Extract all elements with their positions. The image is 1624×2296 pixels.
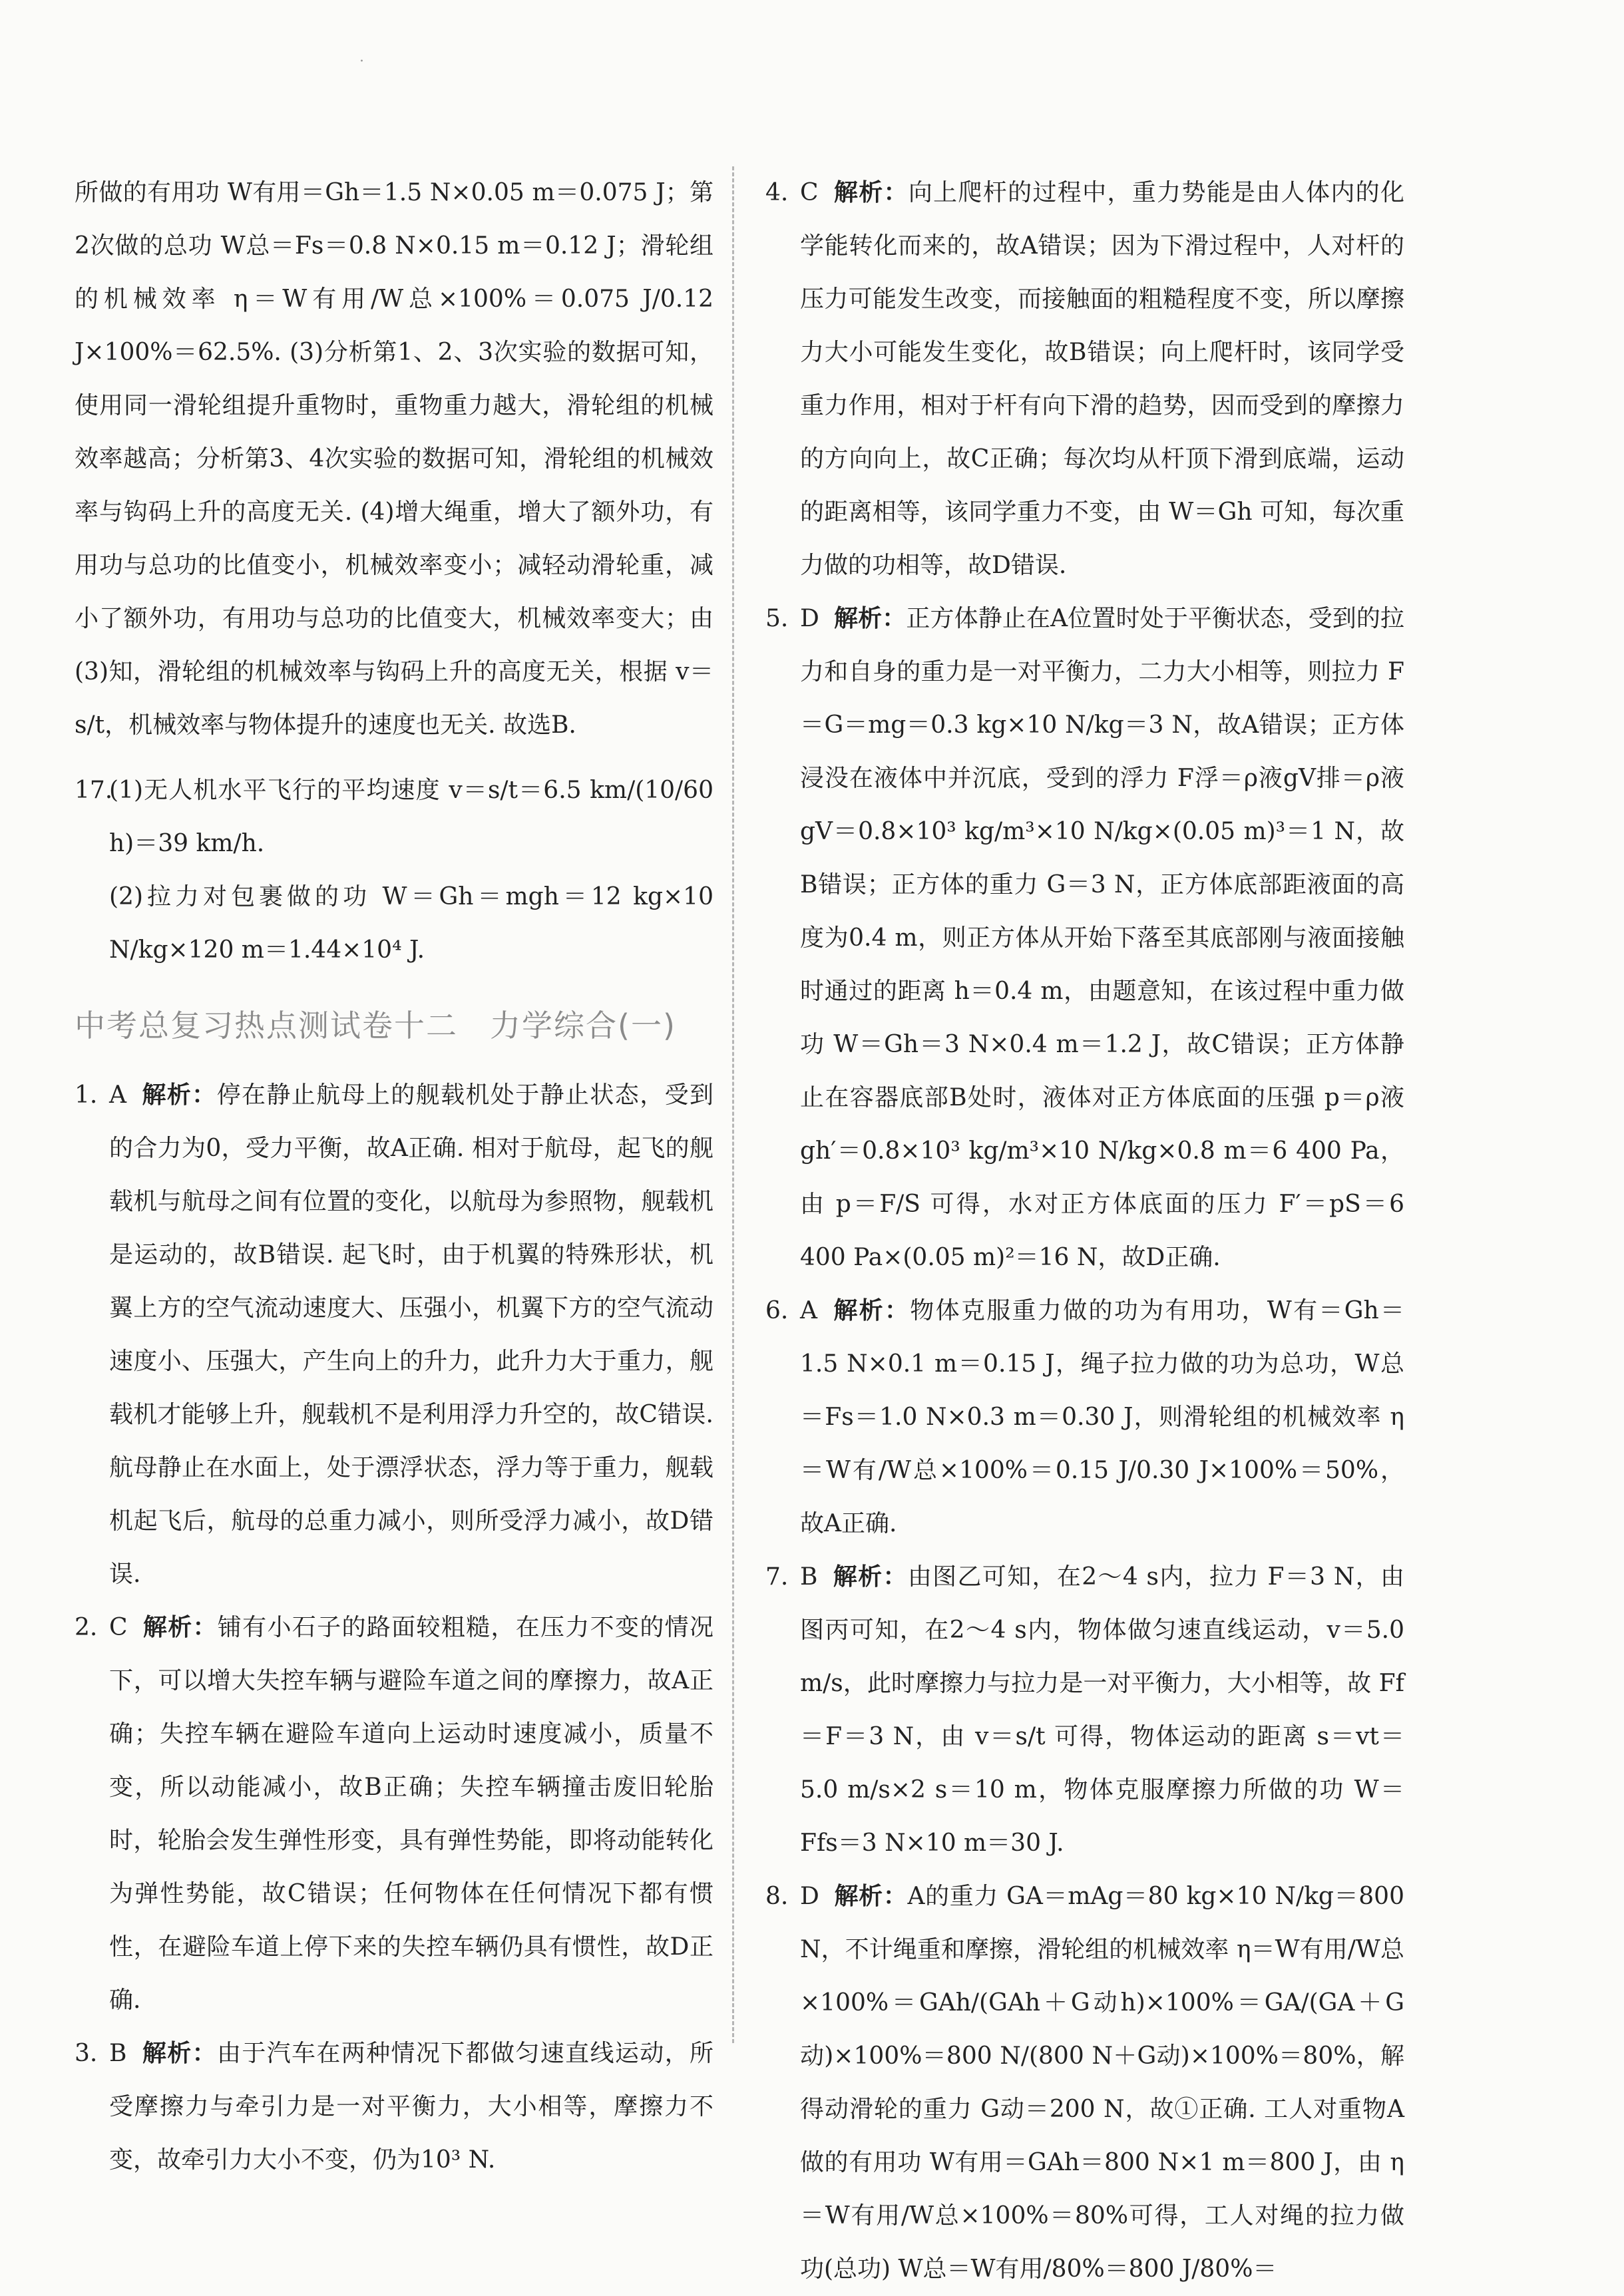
answer-item: 4. C 解析：向上爬杆的过程中，重力势能是由人体内的化学能转化而来的，故A错误；因为下滑过程中，人对杆的压力可能发生改变，而接触面的粗糙程度不变，所以摩擦力大小可能发生变化，故B错误；向上爬杆时，该同学受重力作用，相对于杆有向下滑的趋势，因而受到的摩擦力的方向向上，故C正确；每次均从杆顶下滑到底端，运动的距离相等，该同学重力不变，由 W＝Gh 可知，每次重力做的功相等，故D错误. [765, 179, 1404, 579]
analysis-text: A的重力 GA＝mAg＝80 kg×10 N/kg＝800 N，不计绳重和摩擦，滑轮组的机械效率 η＝W有用/W总×100%＝GAh/(GAh＋G动h)×100%＝GA/(GA＋G动)×100%＝800 N/(800 N＋G动)×100%＝80%，解得动滑轮的重力 G动＝200 N，故①正确. 工人对重物A做的有用功 W有用＝GAh＝800 N×1 m＝800 J，由 η＝W有用/W总×100%＝80%可得，工人对绳的拉力做功(总功) W总＝W有用/80%＝800 J/80%＝ [800, 1883, 1405, 2283]
column-divider [732, 166, 734, 2043]
analysis-tag: 解析： [141, 1081, 217, 1109]
answer-letter: D [800, 605, 819, 632]
q17-part1: (1)无人机水平飞行的平均速度 v＝s/t＝6.5 km/(10/60 h)＝39 km/h. [109, 777, 713, 857]
binding-edge-marks [0, 173, 27, 616]
answer-item: 8. D 解析：A的重力 GA＝mAg＝80 kg×10 N/kg＝800 N，不计绳重和摩擦，滑轮组的机械效率 η＝W有用/W总×100%＝GAh/(GAh＋G动h)×100%＝GA/(GA＋G动)×100%＝800 N/(800 N＋G动)×100%＝80%，解得动滑轮的重力 G动＝200 N，故①正确. 工人对重物A做的有用功 W有用＝GAh＝800 N×1 m＝800 J，由 η＝W有用/W总×100%＝80%可得，工人对绳的拉力做功(总功) W总＝W有用/80%＝800 J/80%＝ [765, 1883, 1405, 2283]
analysis-tag: 解析： [141, 2040, 217, 2067]
answer-item: 6. A 解析：物体克服重力做的功为有用功，W有＝Gh＝1.5 N×0.1 m＝0.15 J，绳子拉力做的功为总功，W总＝Fs＝1.0 N×0.3 m＝0.30 J，则滑轮组的机械效率 η＝W有/W总×100%＝0.15 J/0.30 J×100%＝50%，故A正确. [765, 1297, 1404, 1537]
analysis-text: 停在静止航母上的舰载机处于静止状态，受到的合力为0，受力平衡，故A正确. 相对于航母，起飞的舰载机与航母之间有位置的变化，以航母为参照物，舰载机是运动的，故B错误. 起飞时，由于机翼的特殊形状，机翼上方的空气流动速度大、压强小，机翼下方的空气流动速度小、压强大，产生向上的升力，此升力大于重力，舰载机才能够上升，舰载机不是利用浮力升空的，故C错误. 航母静止在水面上，处于漂浮状态，浮力等于重力，舰载机起飞后，航母的总重力减小，则所受浮力减小，故D错误. [109, 1081, 713, 1588]
answer-letter: B [800, 1563, 818, 1591]
answer-letter: A [109, 1081, 126, 1109]
answer-item: 3. B 解析：由于汽车在两种情况下都做匀速直线运动，所受摩擦力与牵引力是一对平衡力，大小相等，摩擦力不变，故牵引力大小不变，仍为10³ N. [75, 2040, 713, 2174]
analysis-text: 正方体静止在A位置时处于平衡状态，受到的拉力和自身的重力是一对平衡力，二力大小相等，则拉力 F＝G＝mg＝0.3 kg×10 N/kg＝3 N，故A错误；正方体浸没在液体中并沉底，受到的浮力 F浮＝ρ液gV排＝ρ液gV＝0.8×10³ kg/m³×10 N/kg×(0.05 m)³＝1 N，故B错误；正方体的重力 G＝3 N，正方体底部距液面的高度为0.4 m，则正方体从开始下落至其底部刚与液面接触时通过的距离 h＝0.4 m，由题意知，在该过程中重力做功 W＝Gh＝3 N×0.4 m＝1.2 J，故C错误；正方体静止在容器底部B处时，液体对正方体底面的压强 p＝ρ液gh′＝0.8×10³ kg/m³×10 N/kg×0.8 m＝6 400 Pa，由 p＝F/S 可得，水对正方体底面的压力 F′＝pS＝6 400 Pa×(0.05 m)²＝16 N，故D正确. [800, 605, 1404, 1271]
answer-item: 2. C 解析：铺有小石子的路面较粗糙，在压力不变的情况下，可以增大失控车辆与避险车道之间的摩擦力，故A正确；失控车辆在避险车道向上运动时速度减小，质量不变，所以动能减小，故B正确；失控车辆撞击废旧轮胎时，轮胎会发生弹性形变，具有弹性势能，即将动能转化为弹性势能，故C错误；任何物体在任何情况下都有惯性，在避险车道上停下来的失控车辆仍具有惯性，故D正确. [75, 1614, 713, 2014]
analysis-text: 由于汽车在两种情况下都做匀速直线运动，所受摩擦力与牵引力是一对平衡力，大小相等，摩擦力不变，故牵引力大小不变，仍为10³ N. [109, 2040, 713, 2174]
answer-letter: B [109, 2040, 127, 2067]
answer-item: 1. A 解析：停在静止航母上的舰载机处于静止状态，受到的合力为0，受力平衡，故A正确. 相对于航母，起飞的舰载机与航母之间有位置的变化，以航母为参照物，舰载机是运动的，故B错误. 起飞时，由于机翼的特殊形状，机翼上方的空气流动速度大、压强小，机翼下方的空气流动速度小、压强大，产生向上的升力，此升力大于重力，舰载机才能够上升，舰载机不是利用浮力升空的，故C错误. 航母静止在水面上，处于漂浮状态，浮力等于重力，舰载机起飞后，航母的总重力减小，则所受浮力减小，故D错误. [75, 1081, 713, 1588]
answer-letter: C [109, 1614, 128, 1641]
analysis-tag: 解析： [142, 1614, 218, 1641]
q17-part2: (2)拉力对包裹做的功 W＝Gh＝mgh＝12 kg×10 N/kg×120 m＝1.44×10⁴ J. [109, 883, 713, 964]
scan-dot: · [359, 53, 364, 70]
analysis-text: 向上爬杆的过程中，重力势能是由人体内的化学能转化而来的，故A错误；因为下滑过程中，人对杆的压力可能发生改变，而接触面的粗糙程度不变，所以摩擦力大小可能发生变化，故B错误；向上爬杆时，该同学受重力作用，相对于杆有向下滑的趋势，因而受到的摩擦力的方向向上，故C正确；每次均从杆顶下滑到底端，运动的距离相等，该同学重力不变，由 W＝Gh 可知，每次重力做的功相等，故D错误. [800, 179, 1404, 579]
analysis-text: 由图乙可知，在2～4 s内，拉力 F＝3 N，由图丙可知，在2～4 s内，物体做匀速直线运动，v＝5.0 m/s，此时摩擦力与拉力是一对平衡力，大小相等，故 Ff＝F＝3 N，由 v＝s/t 可得，物体运动的距离 s＝vt＝5.0 m/s×2 s＝10 m，物体克服摩擦力所做的功 W＝Ffs＝3 N×10 m＝30 J. [800, 1563, 1404, 1857]
answer-item: 5. D 解析：正方体静止在A位置时处于平衡状态，受到的拉力和自身的重力是一对平衡力，二力大小相等，则拉力 F＝G＝mg＝0.3 kg×10 N/kg＝3 N，故A错误；正方体浸没在液体中并沉底，受到的浮力 F浮＝ρ液gV排＝ρ液gV＝0.8×10³ kg/m³×10 N/kg×(0.05 m)³＝1 N，故B错误；正方体的重力 G＝3 N，正方体底部距液面的高度为0.4 m，则正方体从开始下落至其底部刚与液面接触时通过的距离 h＝0.4 m，由题意知，在该过程中重力做功 W＝Gh＝3 N×0.4 m＝1.2 J，故C错误；正方体静止在容器底部B处时，液体对正方体底面的压强 p＝ρ液gh′＝0.8×10³ kg/m³×10 N/kg×0.8 m＝6 400 Pa，由 p＝F/S 可得，水对正方体底面的压力 F′＝pS＝6 400 Pa×(0.05 m)²＝16 N，故D正确. [765, 605, 1404, 1271]
analysis-tag: 解析： [832, 1297, 911, 1324]
analysis-text: 铺有小石子的路面较粗糙，在压力不变的情况下，可以增大失控车辆与避险车道之间的摩擦力，故A正确；失控车辆在避险车道向上运动时速度减小，质量不变，所以动能减小，故B正确；失控车辆撞击废旧轮胎时，轮胎会发生弹性形变，具有弹性势能，即将动能转化为弹性势能，故C错误；任何物体在任何情况下都有惯性，在避险车道上停下来的失控车辆仍具有惯性，故D正确. [109, 1614, 713, 2014]
q17 [75, 764, 713, 870]
answer-letter: C [800, 179, 819, 206]
answer-item: 7. B 解析：由图乙可知，在2～4 s内，拉力 F＝3 N，由图丙可知，在2～4 s内，物体做匀速直线运动，v＝5.0 m/s，此时摩擦力与拉力是一对平衡力，大小相等，故 Ff＝F＝3 N，由 v＝s/t 可得，物体运动的距离 s＝vt＝5.0 m/s×2 s＝10 m，物体克服摩擦力所做的功 W＝Ffs＝3 N×10 m＝30 J. [765, 1563, 1404, 1857]
item-number: 17. [75, 777, 113, 804]
analysis-tag: 解析： [833, 1883, 908, 1910]
left-column [75, 166, 713, 2187]
answer-letter: D [800, 1883, 819, 1910]
analysis-tag: 解析： [833, 179, 909, 206]
section-title: 中考总复习热点测试卷十二 力学综合(一) [75, 1008, 676, 1044]
q16-continuation: 所做的有用功 W有用＝Gh＝1.5 N×0.05 m＝0.075 J；第2次做的总功 W总＝Fs＝0.8 N×0.15 m＝0.12 J；滑轮组的机械效率 η＝W有用/W总×100%＝0.075 J/0.12 J×100%＝62.5%. (3)分析第1、2、3次实验的数据可知，使用同一滑轮组提升重物时，重物重力越大，滑轮组的机械效率越高；分析第3、4次实验的数据可知，滑轮组的机械效率与钩码上升的高度无关. (4)增大绳重，增大了额外功，有用功与总功的比值变小，机械效率变小；减轻动滑轮重，减小了额外功，有用功与总功的比值变大，机械效率变大；由(3)知，滑轮组的机械效率与钩码上升的高度无关，根据 v＝s/t，机械效率与物体提升的速度也无关. 故选B. [75, 179, 713, 739]
right-column [765, 166, 1404, 2296]
answer-letter: A [800, 1297, 817, 1324]
analysis-tag: 解析： [832, 1563, 908, 1591]
analysis-tag: 解析： [833, 605, 907, 632]
q17-part2-row [75, 870, 713, 977]
analysis-text: 物体克服重力做的功为有用功，W有＝Gh＝1.5 N×0.1 m＝0.15 J，绳子拉力做的功为总功，W总＝Fs＝1.0 N×0.3 m＝0.30 J，则滑轮组的机械效率 η＝W有/W总×100%＝0.15 J/0.30 J×100%＝50%，故A正确. [800, 1297, 1404, 1537]
